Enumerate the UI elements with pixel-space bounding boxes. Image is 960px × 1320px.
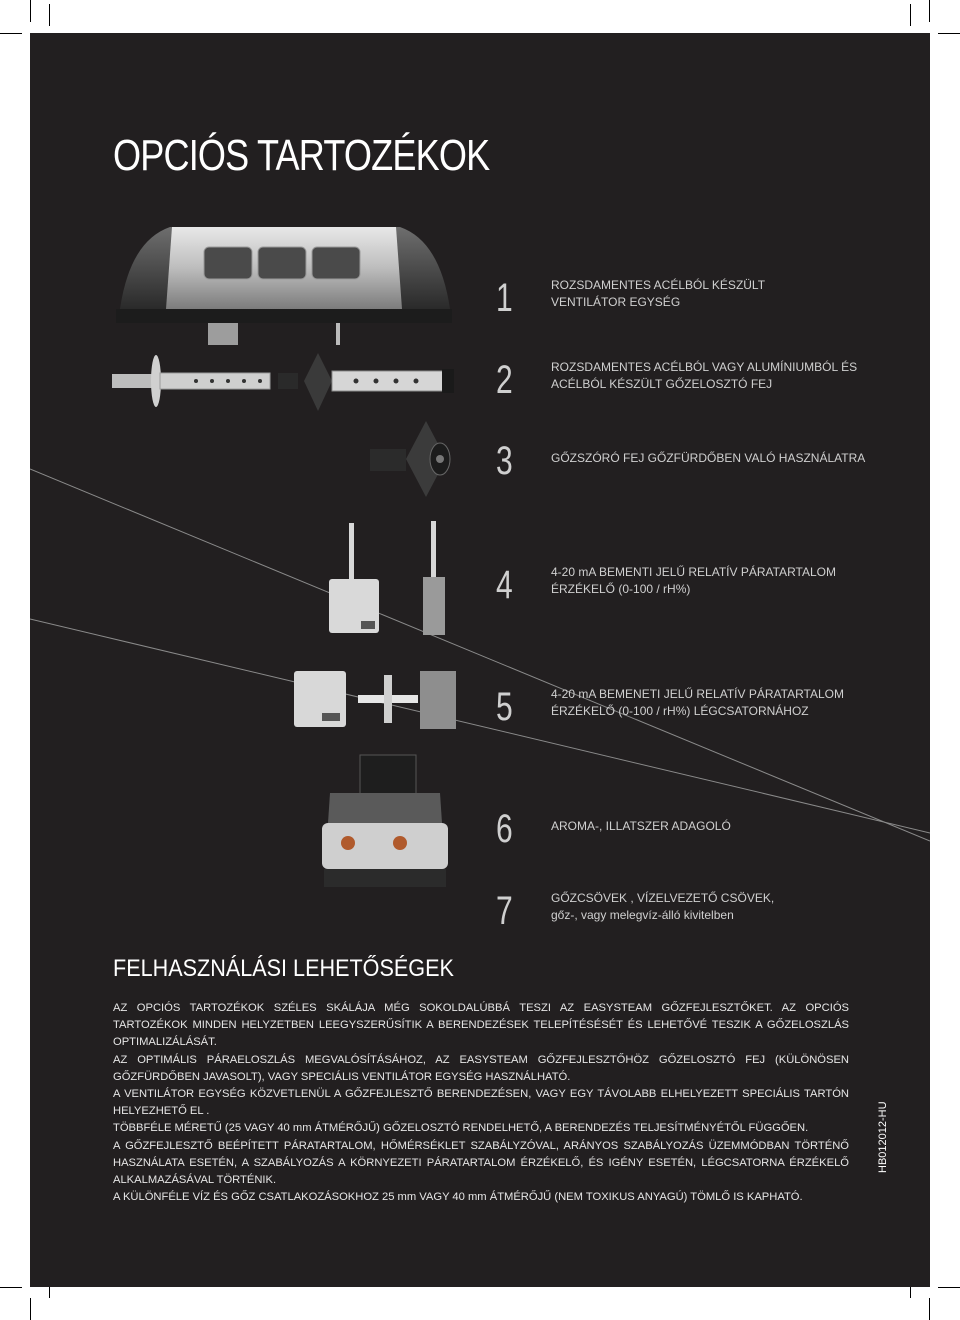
item-description-line: GŐZCSÖVEK , VÍZELVEZETŐ CSÖVEK, — [551, 891, 775, 905]
crop-mark — [938, 1287, 960, 1288]
humidity-sensor-image — [325, 521, 455, 641]
steam-bath-head-image — [368, 419, 458, 499]
item-number: 4 — [496, 563, 513, 607]
brochure-page — [30, 33, 930, 1287]
item-description-line: ÉRZÉKELŐ (0-100 / rH%) — [551, 582, 691, 596]
document-code: HB012012-HU — [877, 1101, 889, 1173]
crop-mark — [929, 1298, 930, 1320]
item-description-line: ÉRZÉKELŐ (0-100 / rH%) LÉGCSATORNÁHOZ — [551, 704, 809, 718]
crop-mark — [30, 1298, 31, 1320]
aroma-dispenser-image — [320, 753, 450, 889]
item-description — [551, 277, 765, 311]
ventilator-unit-image — [110, 221, 456, 351]
paragraph: A KÜLÖNFÉLE VÍZ ÉS GŐZ CSATLAKOZÁSOKHOZ 25 mm VAGY 40 mm ÁTMÉRŐJŰ (NEM TOXIKUS ANYAGÚ) TÖMLŐ IS KAPHATÓ. — [113, 1191, 803, 1204]
paragraph: TÖBBFÉLE MÉRETŰ (25 VAGY 40 mm ÁTMÉRŐJŰ) GŐZELOSZTÓ RENDELHETŐ, A BERENDEZÉS TELJESÍTMÉNYÉTŐL FÜGGŐEN. — [113, 1122, 809, 1135]
duct-sensor-image — [292, 669, 462, 731]
crop-mark — [49, 4, 50, 26]
item-description-line: GŐZSZÓRÓ FEJ GŐZFÜRDŐBEN VALÓ HASZNÁLATRA — [551, 451, 866, 465]
paragraph: A GŐZFEJLESZTŐ BEÉPÍTETT PÁRATARTALOM, HŐMÉRSÉKLET SZABÁLYZÓVAL, ARÁNYOS SZABÁLYOZÁS ÜZEMMÓDBAN TÖRTÉNŐ HASZNÁLATA ESETÉN, A SZABÁLYOZÁS A KÖRNYEZETI PÁRATARTALOM ÉRZÉKELŐ, ÉS IGÉNY ESETÉN, LÉGCSATORNA ÉRZÉKELŐ ALKALMAZÁSÁVAL TÖRTÉNIK. — [113, 1139, 849, 1187]
item-description-line: AROMA-, ILLATSZER ADAGOLÓ — [551, 819, 731, 833]
crop-mark — [0, 33, 22, 34]
paragraph: A VENTILÁTOR EGYSÉG KÖZVETLENÜL A GŐZFEJLESZTŐ BERENDEZÉSEN, VAGY EGY TÁVOLABB ELHELYEZETT SPECIÁLIS TARTÓN HELYEZHETŐ EL . — [113, 1088, 849, 1118]
crop-mark — [938, 33, 960, 34]
item-description-line: ACÉLBÓL KÉSZÜLT GŐZELOSZTÓ FEJ — [551, 377, 773, 391]
item-description — [551, 686, 844, 720]
crop-mark — [0, 1287, 22, 1288]
item-number: 7 — [496, 889, 513, 933]
item-number: 6 — [496, 807, 513, 851]
item-description — [551, 564, 836, 598]
crop-mark — [30, 0, 31, 22]
item-description — [551, 818, 731, 835]
page-title: OPCIÓS TARTOZÉKOK — [113, 131, 490, 180]
steam-distributor-image — [110, 351, 456, 415]
item-description-line: ROZSDAMENTES ACÉLBÓL KÉSZÜLT — [551, 278, 766, 292]
item-description — [551, 450, 865, 467]
section-heading: FELHASZNÁLÁSI LEHETŐSÉGEK — [113, 955, 454, 982]
item-number: 1 — [496, 276, 513, 320]
paragraph: AZ OPCIÓS TARTOZÉKOK SZÉLES SKÁLÁJA MÉG SOKOLDALÚBBÁ TESZI AZ EASYSTEAM GŐZFEJLESZTŐKET. AZ OPCIÓS TARTOZÉKOK MINDEN HELYZETBEN LEEGYSZERŰSÍTIK A BERENDEZÉSEK TELEPÍTÉSÉSÉT ÉS LEHETŐVÉ TESZIK A GŐZELOSZLÁS OPTIMALIZÁLÁSÁT. — [113, 1002, 849, 1049]
paragraph: AZ OPTIMÁLIS PÁRAELOSZLÁS MEGVALÓSÍTÁSÁHOZ, AZ EASYSTEAM GŐZFEJLESZTŐHÖZ GŐZELOSZTÓ FEJ (KÜLÖNÖSEN GŐZFÜRDŐBEN JAVASOLT), VAGY SPECIÁLIS VENTILÁTOR EGYSÉG HASZNÁLHATÓ. — [113, 1053, 849, 1083]
item-number: 2 — [496, 358, 513, 402]
item-description-line: 4-20 mA BEMENETI JELŰ RELATÍV PÁRATARTALOM — [551, 687, 844, 701]
item-description-line: 4-20 mA BEMENTI JELŰ RELATÍV PÁRATARTALOM — [551, 565, 836, 579]
item-description-line: VENTILÁTOR EGYSÉG — [551, 295, 681, 309]
item-number: 3 — [496, 439, 513, 483]
crop-mark — [929, 0, 930, 22]
item-number: 5 — [496, 685, 513, 729]
body-text — [113, 1000, 849, 1206]
item-description-line: ROZSDAMENTES ACÉLBÓL VAGY ALUMÍNIUMBÓL ÉS — [551, 360, 858, 374]
crop-mark — [910, 4, 911, 26]
item-description — [551, 890, 774, 924]
item-description-line: gőz-, vagy melegvíz-álló kivitelben — [551, 908, 734, 922]
item-description — [551, 359, 857, 393]
